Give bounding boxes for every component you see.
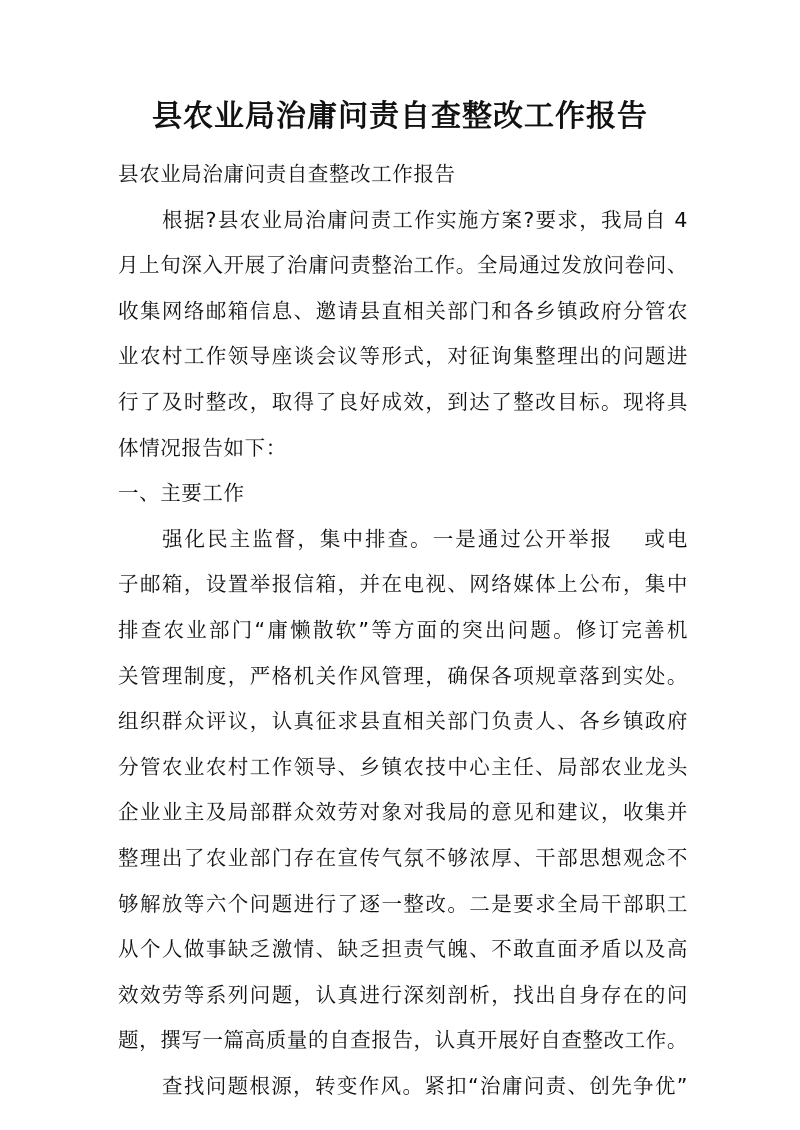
paragraph-line: 分管农业农村工作领导、乡镇农技中心主任、局部农业龙头 [118,754,688,779]
paragraph-line: 排查农业部门“庸懒散软”等方面的突出问题。修订完善机 [118,617,688,642]
paragraph-line: 查找问题根源，转变作风。紧扣“治庸问责、创先争优” [162,1073,688,1098]
subtitle-line: 县农业局治庸问责自查整改工作报告 [118,162,456,186]
paragraph-line: 根据?县农业局治庸问责工作实施方案?要求，我局自 4 [162,207,688,232]
paragraph-line: 题，撰写一篇高质量的自查报告，认真开展好自查整改工作。 [118,1028,688,1053]
paragraph-line: 行了及时整改，取得了良好成效，到达了整改目标。现将具 [118,389,688,414]
document-title: 县农业局治庸问责自查整改工作报告 [152,99,648,134]
paragraph-line: 业农村工作领导座谈会议等形式，对征询集整理出的问题进 [118,344,688,369]
document-body [118,152,688,1109]
paragraph-line: 关管理制度，严格机关作风管理，确保各项规章落到实处。 [118,663,688,688]
paragraph-line: 效效劳等系列问题，认真进行深刻剖析，找出自身存在的问 [118,982,688,1007]
paragraph-line: 组织群众评议，认真征求县直相关部门负责人、各乡镇政府 [118,709,688,734]
paragraph-line: 强化民主监督，集中排查。一是通过公开举报 或电 [162,526,688,551]
paragraph-line: 够解放等六个问题进行了逐一整改。二是要求全局干部职工 [118,891,688,916]
paragraph-line: 体情况报告如下： [118,435,287,460]
paragraph-line: 企业业主及局部群众效劳对象对我局的意见和建议，收集并 [118,800,688,825]
section-heading: 一、主要工作 [118,481,245,506]
paragraph-line: 月上旬深入开展了治庸问责整治工作。全局通过发放问卷问、 [118,253,688,278]
paragraph-line: 子邮箱，设置举报信箱，并在电视、网络媒体上公布，集中 [118,572,688,597]
paragraph-line: 从个人做事缺乏激情、缺乏担责气魄、不敢直面矛盾以及高 [118,937,688,962]
paragraph-line: 收集网络邮箱信息、邀请县直相关部门和各乡镇政府分管农 [118,298,688,323]
paragraph-line: 整理出了农业部门存在宣传气氛不够浓厚、干部思想观念不 [118,845,688,870]
